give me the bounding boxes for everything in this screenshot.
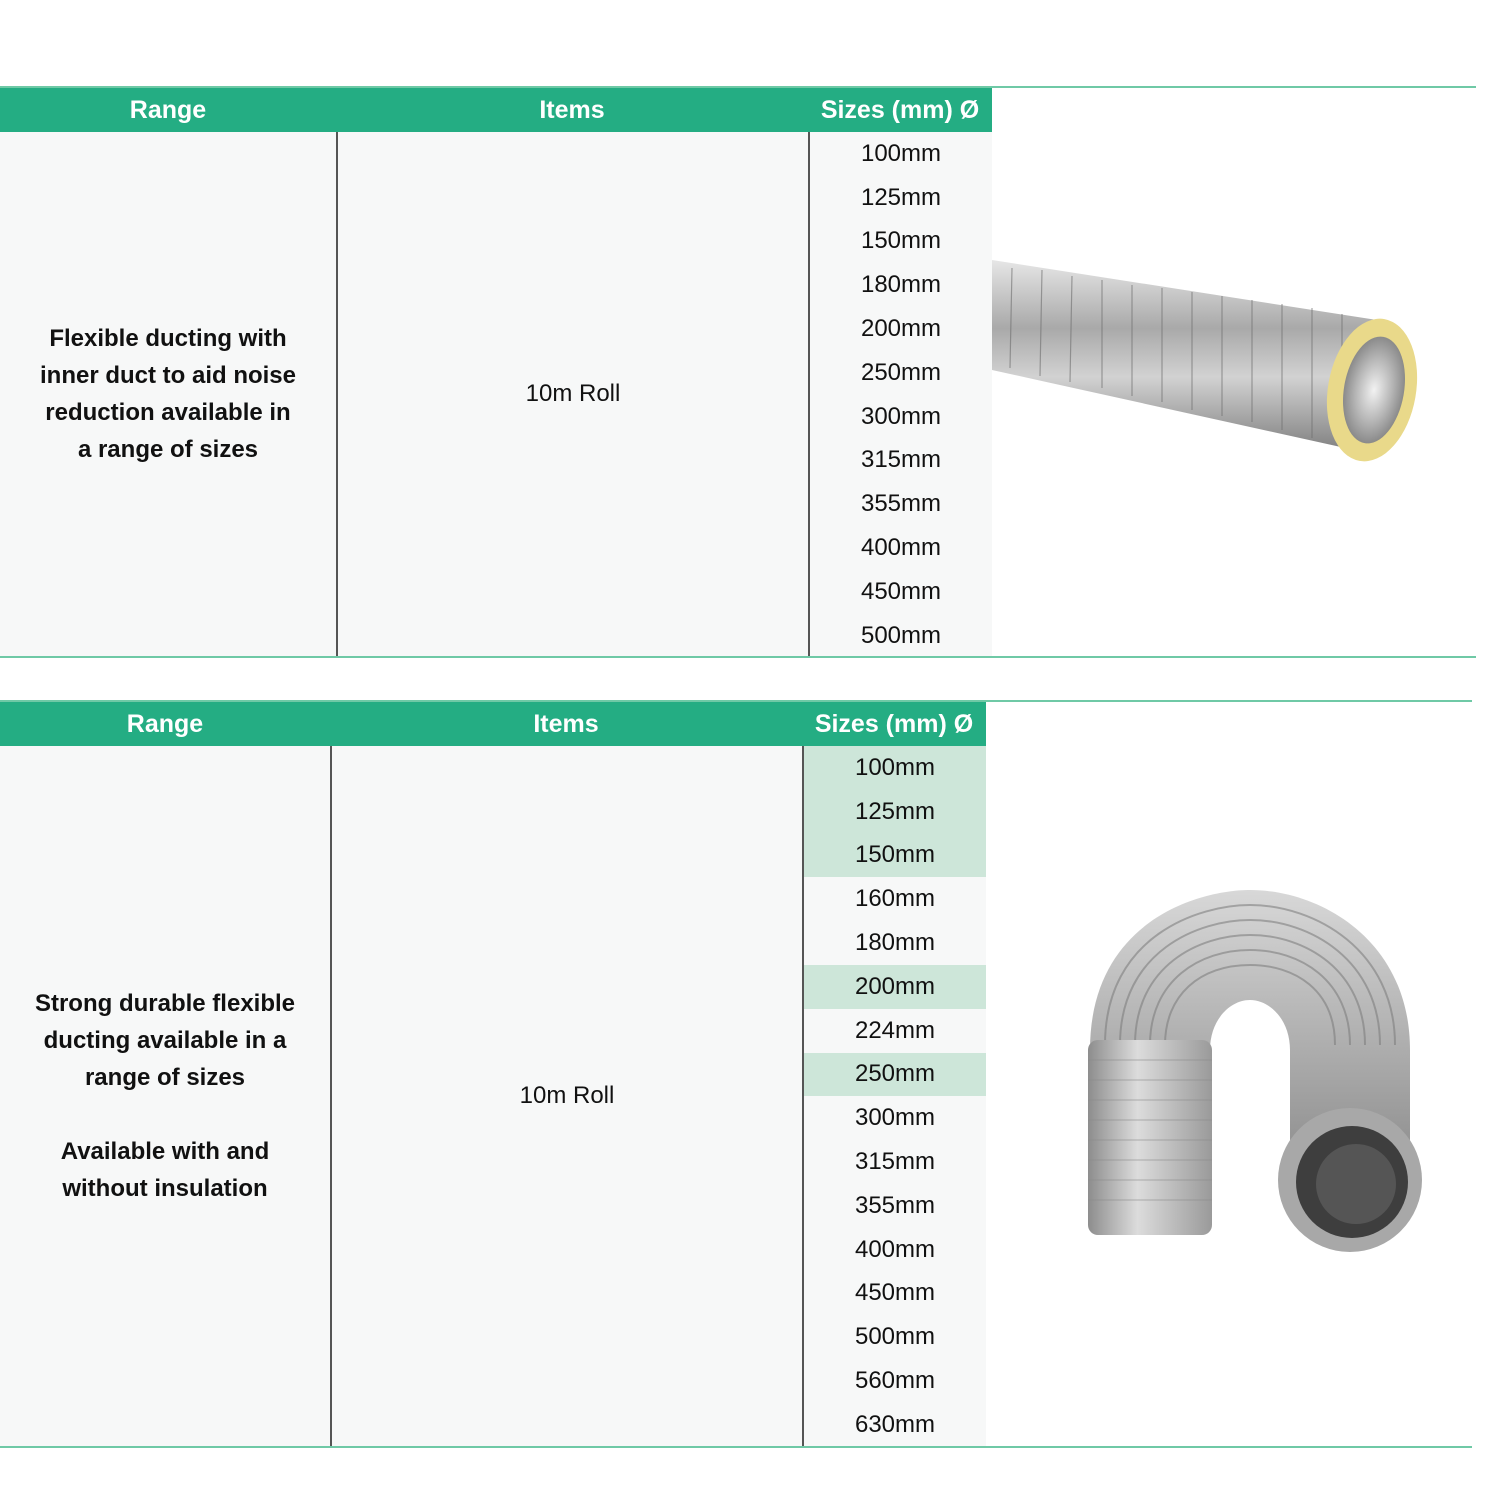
- size-row: 355mm: [810, 482, 992, 526]
- header-items: Items: [336, 88, 808, 132]
- size-row: 400mm: [810, 526, 992, 570]
- aluminium-flexible-duct-photo: [1060, 880, 1440, 1260]
- size-row: 500mm: [810, 614, 992, 658]
- size-row: 630mm: [804, 1403, 986, 1447]
- range-line: Available with and: [60, 1138, 270, 1165]
- sizes-column: [808, 132, 992, 656]
- range-description: [0, 320, 336, 468]
- size-row: 180mm: [804, 921, 986, 965]
- range-line: without insulation: [62, 1175, 268, 1202]
- range-description: [0, 985, 330, 1207]
- header-items: Items: [330, 702, 802, 746]
- size-row: 100mm: [804, 746, 986, 790]
- size-row: 150mm: [810, 220, 992, 264]
- size-row: 450mm: [810, 570, 992, 614]
- insulated-flexible-duct-photo: [992, 250, 1432, 480]
- size-row: 150mm: [804, 834, 986, 878]
- size-row: 100mm: [810, 132, 992, 176]
- header-sizes: Sizes (mm) Ø: [802, 702, 986, 746]
- size-row: 125mm: [804, 790, 986, 834]
- range-cell: [0, 132, 336, 656]
- size-row: 250mm: [804, 1053, 986, 1097]
- range-cell: [0, 746, 330, 1446]
- header-range: Range: [0, 702, 330, 746]
- size-row: 160mm: [804, 877, 986, 921]
- sizes-column: [802, 746, 986, 1446]
- range-line: inner duct to aid noise: [39, 362, 297, 389]
- header-range: Range: [0, 88, 336, 132]
- range-line: a range of sizes: [77, 436, 259, 463]
- items-value: 10m Roll: [525, 380, 621, 407]
- range-line: [4, 1096, 326, 1133]
- items-cell: [336, 132, 808, 656]
- size-row: 315mm: [804, 1140, 986, 1184]
- bottom-rule: [0, 1446, 1472, 1448]
- size-row: 250mm: [810, 351, 992, 395]
- range-line: ducting available in a: [43, 1027, 287, 1054]
- items-value: 10m Roll: [519, 1082, 615, 1109]
- size-row: 450mm: [804, 1272, 986, 1316]
- size-row: 355mm: [804, 1184, 986, 1228]
- range-line: range of sizes: [84, 1064, 246, 1091]
- size-row: 300mm: [810, 395, 992, 439]
- bottom-rule: [0, 656, 1476, 658]
- size-row: 500mm: [804, 1315, 986, 1359]
- range-line: Strong durable flexible: [34, 990, 296, 1017]
- range-line: reduction available in: [45, 399, 291, 426]
- size-row: 560mm: [804, 1359, 986, 1403]
- size-row: 125mm: [810, 176, 992, 220]
- size-row: 200mm: [810, 307, 992, 351]
- size-row: 200mm: [804, 965, 986, 1009]
- range-line: Flexible ducting with: [49, 325, 287, 352]
- items-cell: [330, 746, 802, 1446]
- size-row: 180mm: [810, 263, 992, 307]
- header-sizes: Sizes (mm) Ø: [808, 88, 992, 132]
- size-row: 300mm: [804, 1096, 986, 1140]
- size-row: 224mm: [804, 1009, 986, 1053]
- size-row: 315mm: [810, 439, 992, 483]
- size-row: 400mm: [804, 1228, 986, 1272]
